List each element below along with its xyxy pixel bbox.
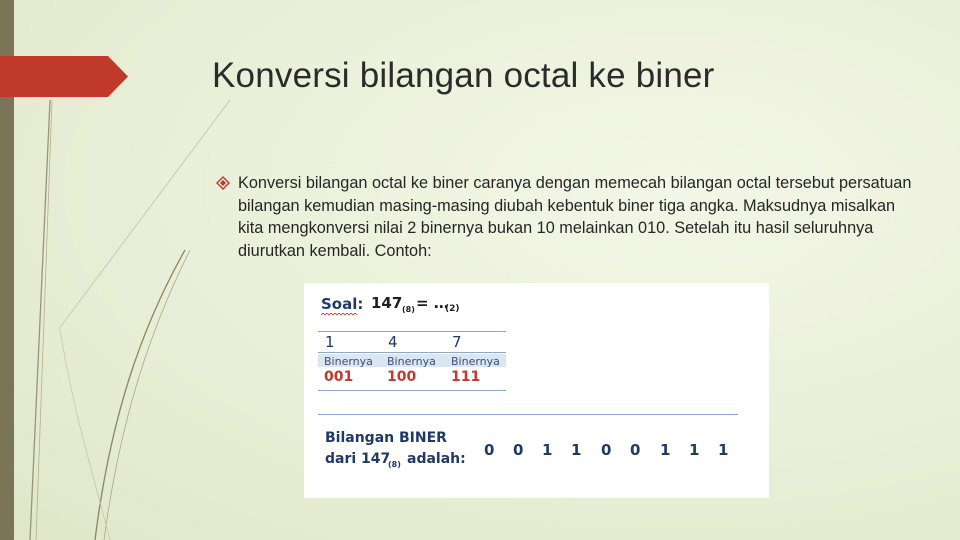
diamond-bullet-icon (216, 176, 230, 190)
binary-label: Binernya (451, 355, 500, 368)
equals-sign: = … (416, 294, 449, 312)
bullet-item (216, 172, 916, 262)
table-rule (318, 331, 506, 332)
octal-number: 147 (371, 294, 403, 312)
binary-bit: 0 (601, 441, 612, 459)
binary-bit: 0 (484, 441, 495, 459)
result-label-prefix: dari 147 (325, 451, 391, 467)
binary-value: 001 (324, 369, 354, 385)
section-rule (318, 414, 738, 415)
title-accent-arrow (0, 56, 128, 97)
binary-bit: 1 (718, 441, 729, 459)
binary-bit: 1 (660, 441, 671, 459)
binary-bit: 1 (689, 441, 700, 459)
table-rule (318, 390, 506, 391)
octal-base: (8) (402, 305, 415, 314)
binary-value: 100 (387, 369, 417, 385)
octal-digit: 7 (452, 333, 462, 351)
slide-title: Konversi bilangan octal ke biner (212, 56, 715, 95)
bullet-text: Konversi bilangan octal ke biner caranya dengan memecah bilangan octal tersebut persatuan bilangan kemudian masing-masing diubah kebentuk biner tiga angka. Maksudnya misalkan kita mengkonversi nilai 2 binernya bukan 10 melainkan 010. Setelah itu hasil seluruhnya diurutkan kembali. Contoh: (238, 174, 912, 260)
binary-bit: 0 (630, 441, 641, 459)
binary-bit: 1 (571, 441, 582, 459)
table-rule (318, 352, 506, 353)
octal-digit: 1 (325, 333, 335, 351)
result-label-base: (8) (388, 460, 401, 469)
octal-digit: 4 (388, 333, 398, 351)
binary-bit: 0 (513, 441, 524, 459)
example-image (304, 283, 769, 498)
result-label-line1: Bilangan BINER (325, 430, 447, 446)
binary-label: Binernya (387, 355, 436, 368)
squiggle-underline (321, 313, 359, 317)
binary-base: (2) (445, 304, 460, 314)
binary-value: 111 (451, 369, 481, 385)
result-label-suffix: adalah: (407, 451, 466, 467)
soal-label: Soal: (321, 295, 364, 313)
binary-label: Binernya (324, 355, 373, 368)
binary-bit: 1 (542, 441, 553, 459)
